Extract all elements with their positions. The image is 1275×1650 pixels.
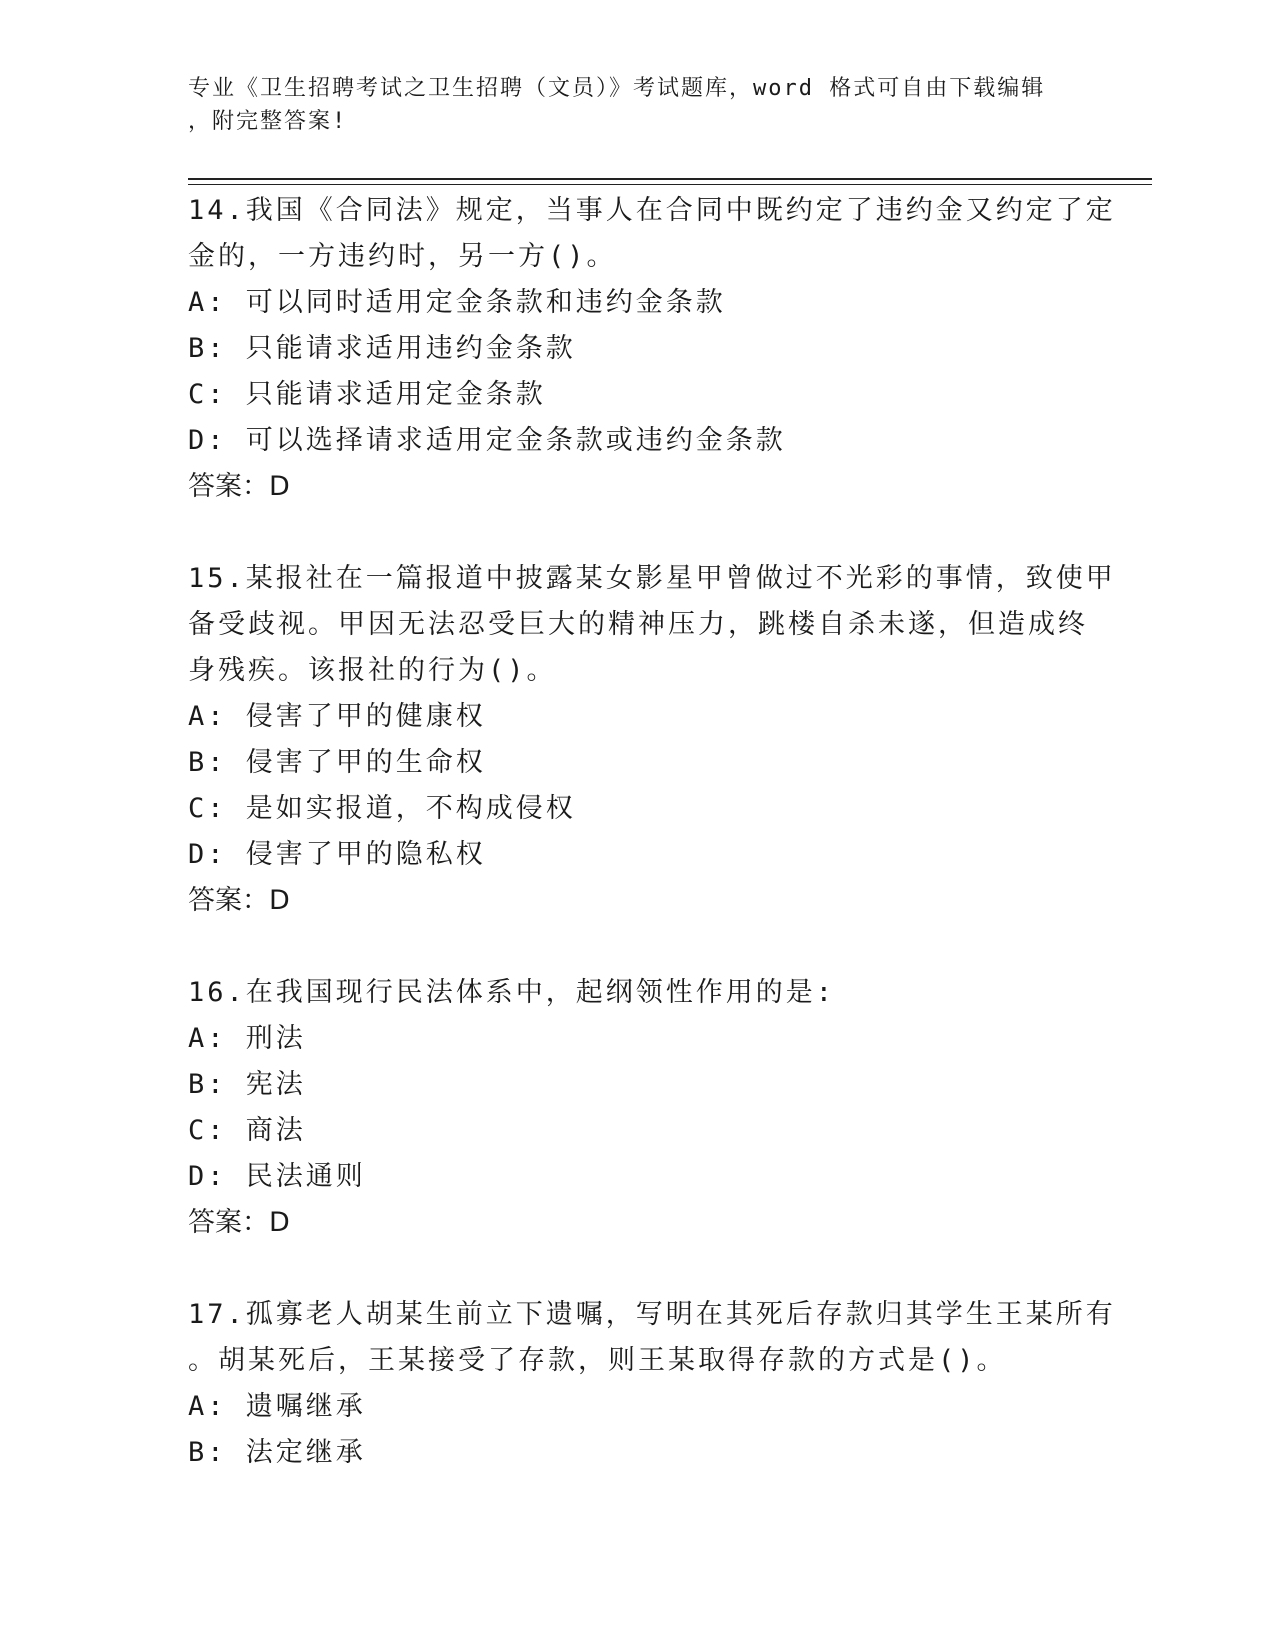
question-stem-line: 14.我国《合同法》规定，当事人在合同中既约定了违约金又约定了定 — [188, 195, 1116, 226]
question-block — [188, 556, 1116, 924]
answer-key: 答案：D — [188, 471, 290, 502]
answer-option: D: 侵害了甲的隐私权 — [188, 839, 486, 870]
answer-option: C: 商法 — [188, 1115, 306, 1146]
question-stem-line: 17.孤寡老人胡某生前立下遗嘱，写明在其死后存款归其学生王某所有 — [188, 1299, 1116, 1330]
answer-option: A: 刑法 — [188, 1023, 306, 1054]
question-stem-line: 身残疾。该报社的行为()。 — [188, 655, 557, 686]
answer-option: C: 是如实报道，不构成侵权 — [188, 793, 576, 824]
answer-option: A: 可以同时适用定金条款和违约金条款 — [188, 287, 726, 318]
answer-option: B: 法定继承 — [188, 1437, 366, 1468]
question-block — [188, 188, 1116, 510]
header-divider-thick — [188, 178, 1152, 180]
answer-option: A: 侵害了甲的健康权 — [188, 701, 486, 732]
answer-option: C: 只能请求适用定金条款 — [188, 379, 546, 410]
question-stem-line: 15.某报社在一篇报道中披露某女影星甲曾做过不光彩的事情，致使甲 — [188, 563, 1116, 594]
answer-option: B: 宪法 — [188, 1069, 306, 1100]
answer-key: 答案：D — [188, 1207, 290, 1238]
answer-option: A: 遗嘱继承 — [188, 1391, 366, 1422]
answer-option: D: 可以选择请求适用定金条款或违约金条款 — [188, 425, 786, 456]
question-stem-line: 备受歧视。甲因无法忍受巨大的精神压力，跳楼自杀未遂，但造成终 — [188, 609, 1088, 640]
header-line-2: ，附完整答案! — [188, 109, 348, 134]
header-line-1: 专业《卫生招聘考试之卫生招聘（文员）》考试题库，word 格式可自由下载编辑 — [188, 76, 1046, 101]
answer-option: B: 只能请求适用违约金条款 — [188, 333, 576, 364]
document-header — [188, 72, 1088, 138]
answer-key: 答案：D — [188, 885, 290, 916]
question-list — [188, 188, 1116, 1522]
question-stem-line: 。胡某死后，王某接受了存款，则王某取得存款的方式是()。 — [188, 1345, 1007, 1376]
question-block — [188, 970, 1088, 1246]
question-stem-line: 16.在我国现行民法体系中，起纲领性作用的是: — [188, 977, 836, 1008]
answer-option: D: 民法通则 — [188, 1161, 366, 1192]
question-stem-line: 金的，一方违约时，另一方()。 — [188, 241, 617, 272]
answer-option: B: 侵害了甲的生命权 — [188, 747, 486, 778]
question-block — [188, 1292, 1116, 1476]
header-divider-thin — [188, 184, 1152, 185]
